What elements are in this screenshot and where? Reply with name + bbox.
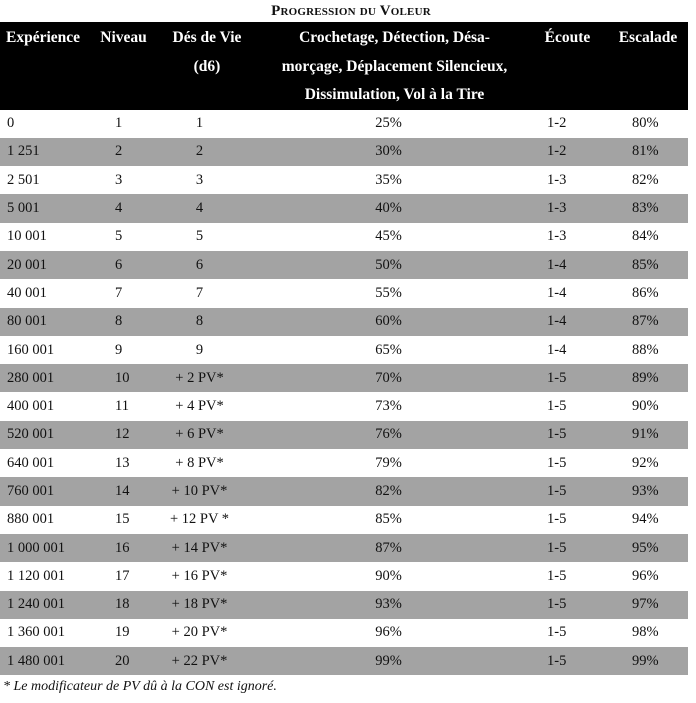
cell-listen: 1-5 [547,426,567,443]
cell-experience: 10 001 [7,228,47,245]
cell-hit-dice: 1 [195,115,204,132]
table-row [0,534,688,562]
cell-listen: 1-4 [547,284,567,301]
cell-listen: 1-3 [547,171,567,188]
cell-experience: 1 251 [7,143,40,160]
table-row [0,223,688,251]
cell-hit-dice: 3 [195,171,204,188]
table-row [0,591,688,619]
cell-climb: 80% [632,115,659,132]
table-row [0,392,688,420]
cell-skills: 65% [375,341,402,358]
cell-listen: 1-4 [547,256,567,273]
header-hit-dice-label: Dés de Vie [172,29,242,46]
cell-experience: 160 001 [7,341,55,358]
cell-experience: 2 501 [7,171,40,188]
table-row [0,110,688,138]
table-row [0,449,688,477]
table-row [0,308,688,336]
cell-level: 19 [115,624,130,641]
cell-experience: 1 120 001 [7,567,65,584]
cell-listen: 1-3 [547,228,567,245]
cell-experience: 0 [7,115,15,132]
cell-hit-dice: 7 [195,284,204,301]
cell-experience: 1 000 001 [7,539,65,556]
cell-hit-dice: + 6 PV* [175,426,224,443]
table-row [0,619,688,647]
header-level: Niveau [100,29,147,46]
cell-hit-dice: + 22 PV* [171,652,228,669]
cell-level: 20 [115,652,130,669]
cell-skills: 55% [375,284,402,301]
cell-hit-dice: + 20 PV* [171,624,228,641]
cell-experience: 520 001 [7,426,55,443]
cell-hit-dice: + 8 PV* [175,454,224,471]
cell-experience: 880 001 [7,511,55,528]
cell-climb: 81% [632,143,659,160]
cell-climb: 85% [632,256,659,273]
cell-listen: 1-3 [547,200,567,217]
cell-level: 6 [115,256,123,273]
cell-level: 17 [115,567,130,584]
cell-level: 4 [115,200,123,217]
header-row [0,22,688,110]
cell-climb: 95% [632,539,659,556]
cell-climb: 97% [632,596,659,613]
cell-hit-dice: + 14 PV* [171,539,228,556]
header-hit-dice-die: (d6) [193,57,221,75]
cell-experience: 80 001 [7,313,47,330]
table-body [0,110,688,676]
cell-skills: 79% [375,454,402,471]
cell-skills: 90% [375,567,402,584]
table-row [0,251,688,279]
cell-listen: 1-4 [547,341,567,358]
cell-hit-dice: + 16 PV* [171,567,228,584]
table-row [0,421,688,449]
cell-level: 3 [115,171,123,188]
cell-hit-dice: + 4 PV* [175,398,224,415]
progression-table [0,22,688,675]
table-row [0,336,688,364]
cell-climb: 99% [632,652,659,669]
cell-skills: 30% [375,143,402,160]
cell-level: 5 [115,228,123,245]
cell-level: 16 [115,539,130,556]
cell-hit-dice: + 18 PV* [171,596,228,613]
cell-listen: 1-4 [547,313,567,330]
header-experience: Expérience [6,29,81,46]
table-row [0,647,688,675]
cell-skills: 25% [375,115,402,132]
cell-experience: 1 360 001 [7,624,65,641]
cell-listen: 1-5 [547,369,567,386]
cell-listen: 1-5 [547,539,567,556]
cell-hit-dice: 6 [195,256,204,273]
cell-experience: 400 001 [7,398,55,415]
cell-climb: 84% [632,228,659,245]
cell-level: 18 [115,596,130,613]
cell-listen: 1-2 [547,115,567,132]
table-header [0,22,688,110]
cell-listen: 1-5 [547,511,567,528]
cell-climb: 89% [632,369,659,386]
cell-listen: 1-5 [547,624,567,641]
cell-climb: 92% [632,454,659,471]
cell-hit-dice: 4 [195,200,204,217]
cell-experience: 40 001 [7,284,47,301]
cell-level: 7 [115,284,123,301]
header-skills-label: Crochetage, Détection, Désa-morçage, Déplacement Silencieux, Dissimulation, Vol à la Tire [281,29,508,103]
cell-listen: 1-5 [547,567,567,584]
cell-climb: 96% [632,567,659,584]
cell-skills: 73% [375,398,402,415]
table-row [0,194,688,222]
footnote: * Le modificateur de PV dû à la CON est ignoré. [3,679,277,694]
cell-climb: 82% [632,171,659,188]
table-row [0,477,688,505]
cell-listen: 1-5 [547,398,567,415]
cell-experience: 640 001 [7,454,55,471]
cell-level: 9 [115,341,123,358]
table-row [0,138,688,166]
header-climb: Escalade [618,29,678,46]
header-hit-dice [152,22,262,110]
cell-skills: 82% [375,483,402,499]
cell-skills: 99% [375,652,402,669]
cell-level: 8 [115,313,123,330]
cell-listen: 1-5 [547,454,567,471]
header-listen: Écoute [544,29,591,46]
cell-climb: 87% [632,313,659,330]
table-row [0,166,688,194]
table-row [0,364,688,392]
cell-skills: 35% [375,171,402,188]
cell-level: 14 [115,483,130,499]
cell-experience: 20 001 [7,256,47,273]
cell-hit-dice: 2 [195,143,204,160]
cell-climb: 90% [632,398,659,415]
table-row [0,562,688,590]
cell-level: 2 [115,143,123,160]
cell-skills: 40% [375,200,402,217]
cell-hit-dice: + 12 PV * [169,511,230,528]
cell-level: 1 [115,115,123,132]
cell-experience: 1 480 001 [7,652,65,669]
cell-skills: 60% [375,313,402,330]
cell-climb: 98% [632,624,659,641]
cell-skills: 50% [375,256,402,273]
cell-climb: 93% [632,483,659,499]
cell-experience: 5 001 [7,200,40,217]
table-row [0,279,688,307]
cell-level: 15 [115,511,130,528]
cell-hit-dice: + 10 PV* [171,483,228,499]
cell-skills: 87% [375,539,402,556]
cell-level: 12 [115,426,130,443]
cell-hit-dice: 9 [195,341,204,358]
cell-hit-dice: 5 [195,228,204,245]
cell-listen: 1-5 [547,483,567,499]
cell-climb: 94% [632,511,659,528]
cell-climb: 86% [632,284,659,301]
cell-skills: 45% [375,228,402,245]
cell-skills: 70% [375,369,402,386]
cell-climb: 91% [632,426,659,443]
cell-skills: 96% [375,624,402,641]
cell-listen: 1-5 [547,652,567,669]
cell-skills: 85% [375,511,402,528]
cell-experience: 760 001 [7,483,55,499]
cell-level: 11 [115,398,129,415]
cell-experience: 280 001 [7,369,55,386]
cell-climb: 83% [632,200,659,217]
cell-listen: 1-2 [547,143,567,160]
cell-hit-dice: 8 [195,313,204,330]
cell-experience: 1 240 001 [7,596,65,613]
table-row [0,506,688,534]
table-title: Progression du Voleur [271,3,431,19]
cell-skills: 93% [375,596,402,613]
cell-climb: 88% [632,341,659,358]
cell-hit-dice: + 2 PV* [175,369,224,386]
cell-level: 10 [115,369,130,386]
cell-level: 13 [115,454,130,471]
cell-skills: 76% [375,426,402,443]
cell-listen: 1-5 [547,596,567,613]
header-skills [262,22,527,110]
